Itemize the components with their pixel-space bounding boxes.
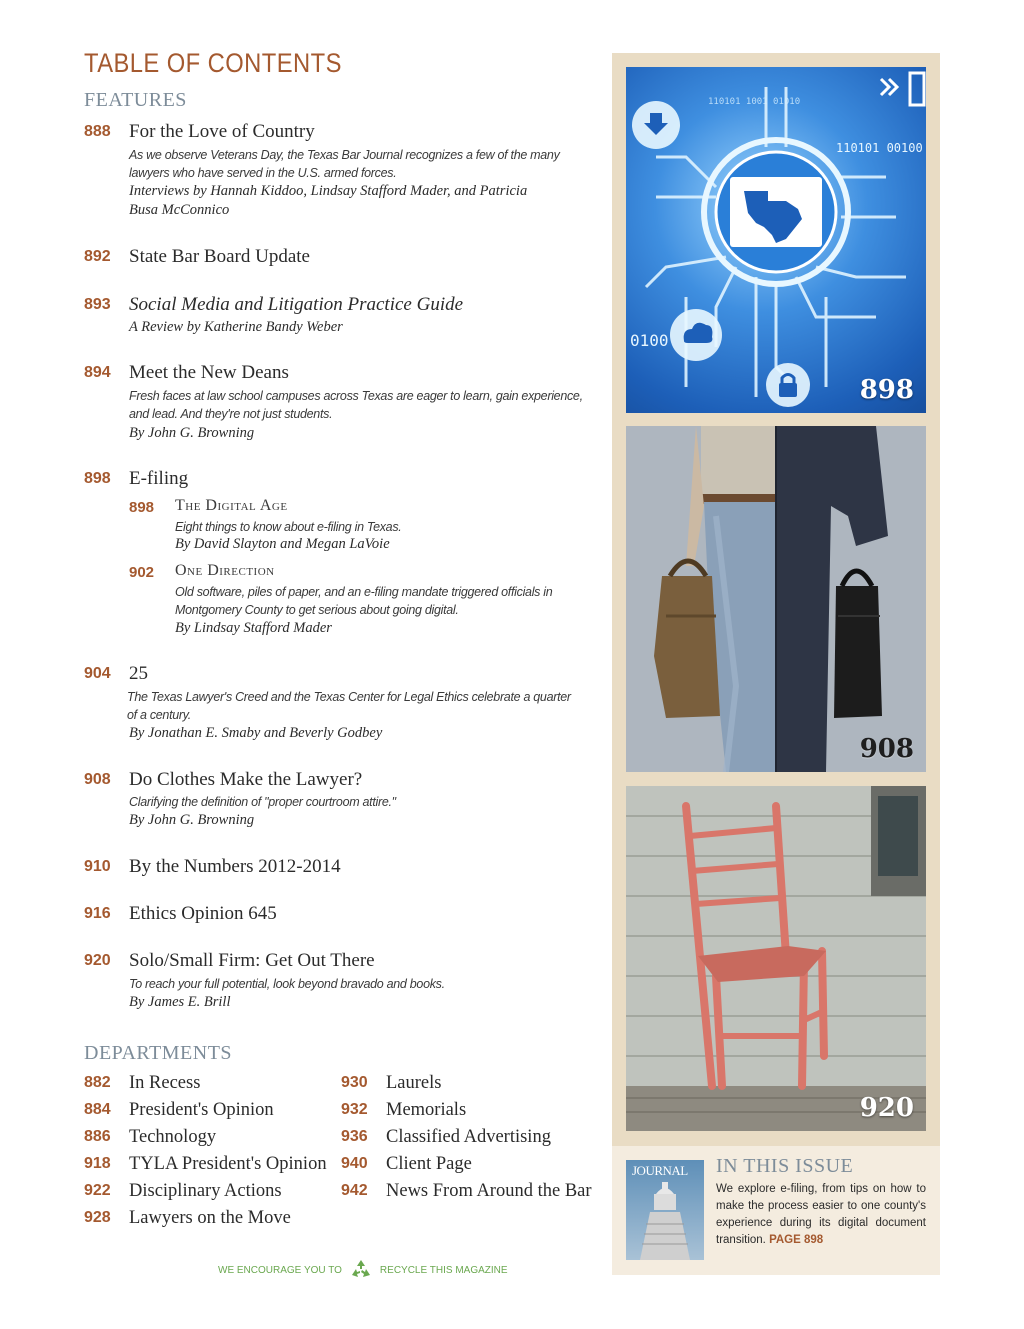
entry-description: The Texas Lawyer's Creed and the Texas Center for Legal Ethics celebrate a quarter of a century. <box>127 690 571 722</box>
dept-label: Classified Advertising <box>386 1127 551 1147</box>
dept-label: TYLA President's Opinion <box>129 1154 327 1174</box>
photo-clothes[interactable] <box>626 426 926 772</box>
features-heading: FEATURES <box>84 89 187 111</box>
departments-heading: DEPARTMENTS <box>84 1042 233 1064</box>
entry-byline: By James E. Brill <box>129 994 231 1010</box>
recycle-notice <box>218 1257 508 1283</box>
subentry-page-number: 898 <box>129 499 155 516</box>
entry-byline: By Jonathan E. Smaby and Beverly Godbey <box>129 725 383 741</box>
dept-label: In Recess <box>129 1073 201 1093</box>
entry-title: Do Clothes Make the Lawyer? <box>129 769 363 790</box>
entry-byline: A Review by Katherine Bandy Weber <box>129 319 343 335</box>
subentry-page-number: 902 <box>129 564 155 581</box>
entry-title: For the Love of Country <box>129 121 315 142</box>
clothes-graphic <box>626 426 926 772</box>
in-this-issue-title: IN THIS ISSUE <box>716 1155 854 1177</box>
entry-description: Fresh faces at law school campuses across Texas are eager to learn, gain experience, and lead. And they're not just students. <box>129 389 583 421</box>
entry-page-number: 892 <box>84 248 111 265</box>
entry-byline: By John G. Browning <box>129 812 255 828</box>
dept-label: Technology <box>129 1127 217 1147</box>
subentry-byline: By Lindsay Stafford Mader <box>175 620 332 636</box>
binary-text-left: 0100 <box>630 331 669 350</box>
dept-label: Laurels <box>386 1073 442 1093</box>
entry-page-number: 894 <box>84 364 111 381</box>
recycle-text-right: RECYCLE THIS MAGAZINE <box>379 1264 508 1276</box>
entry-description: To reach your full potential, look beyond bravado and books. <box>129 977 445 991</box>
entry-byline: By John G. Browning <box>129 425 255 441</box>
binary-text-mid: 110101 00100 <box>836 141 923 155</box>
dept-page-number: 932 <box>341 1101 368 1118</box>
dept-label: Disciplinary Actions <box>129 1181 282 1201</box>
dept-page-number: 928 <box>84 1209 111 1226</box>
entry-title: Ethics Opinion 645 <box>129 903 277 924</box>
cover-title: JOURNAL <box>632 1163 688 1178</box>
subentry-description: Eight things to know about e-filing in Texas. <box>175 520 402 534</box>
subentry-title: One Direction <box>175 562 275 579</box>
dept-page-number: 930 <box>341 1074 368 1091</box>
dept-label: President's Opinion <box>129 1100 274 1120</box>
dept-label: News From Around the Bar <box>386 1181 592 1201</box>
entry-page-number: 893 <box>84 296 111 313</box>
in-this-issue-body: We explore e-filing, from tips on how to make the process easier to one county's experience during its digital document transition. <box>716 1183 926 1246</box>
recycle-icon <box>348 1257 374 1283</box>
dept-page-number: 884 <box>84 1101 111 1118</box>
chair-graphic <box>626 786 926 1131</box>
entry-page-number: 910 <box>84 858 111 875</box>
dept-page-number: 882 <box>84 1074 111 1091</box>
entry-page-number: 908 <box>84 771 111 788</box>
entry-title: By the Numbers 2012-2014 <box>129 856 341 877</box>
dept-page-number: 936 <box>341 1128 368 1145</box>
entry-page-number: 898 <box>84 470 111 487</box>
entry-title: Meet the New Deans <box>129 362 289 383</box>
entry-title: Solo/Small Firm: Get Out There <box>129 950 375 971</box>
entry-title: Social Media and Litigation Practice Guide <box>129 294 464 315</box>
subentry-description: Old software, piles of paper, and an e-filing mandate triggered officials in Montgomery County to get serious about going digital. <box>175 585 553 617</box>
entry-title: State Bar Board Update <box>129 246 310 267</box>
entry-page-number: 916 <box>84 905 111 922</box>
entry-title: 25 <box>129 663 148 684</box>
binary-text-top: 110101 1001 01010 <box>708 97 801 107</box>
entry-title: E-filing <box>129 468 189 489</box>
dept-label: Client Page <box>386 1154 472 1174</box>
dept-label: Memorials <box>386 1100 467 1120</box>
dept-page-number: 942 <box>341 1182 368 1199</box>
dept-page-number: 918 <box>84 1155 111 1172</box>
dept-page-number: 886 <box>84 1128 111 1145</box>
dept-page-number: 922 <box>84 1182 111 1199</box>
entry-byline: Interviews by Hannah Kiddoo, Lindsay Stafford Mader, and Patricia Busa McConnico <box>129 183 528 218</box>
entry-description: Clarifying the definition of "proper courtroom attire." <box>129 795 396 809</box>
in-this-issue-page-link[interactable]: PAGE 898 <box>769 1234 824 1246</box>
photo-page-label: 908 <box>859 734 914 764</box>
entry-page-number: 904 <box>84 665 111 682</box>
entry-page-number: 920 <box>84 952 111 969</box>
subentry-title: The Digital Age <box>175 497 288 514</box>
entry-page-number: 888 <box>84 123 111 140</box>
dept-page-number: 940 <box>341 1155 368 1172</box>
page-title: TABLE OF CONTENTS <box>84 48 342 78</box>
photo-efiling[interactable] <box>626 67 926 413</box>
entry-description: As we observe Veterans Day, the Texas Bar Journal recognizes a few of the many lawyers who have served in the U.S. armed forces. <box>129 148 560 180</box>
recycle-text-left: WE ENCOURAGE YOU TO <box>218 1264 342 1276</box>
magazine-cover-thumbnail[interactable] <box>626 1160 704 1260</box>
photo-page-label: 920 <box>859 1093 914 1123</box>
subentry-byline: By David Slayton and Megan LaVoie <box>175 536 390 552</box>
photo-page-label: 898 <box>859 375 914 405</box>
photo-chair[interactable] <box>626 786 926 1131</box>
circuit-graphic <box>626 67 926 413</box>
capitol-icon <box>626 1160 704 1260</box>
dept-label: Lawyers on the Move <box>129 1208 291 1228</box>
in-this-issue-text <box>716 1181 926 1249</box>
